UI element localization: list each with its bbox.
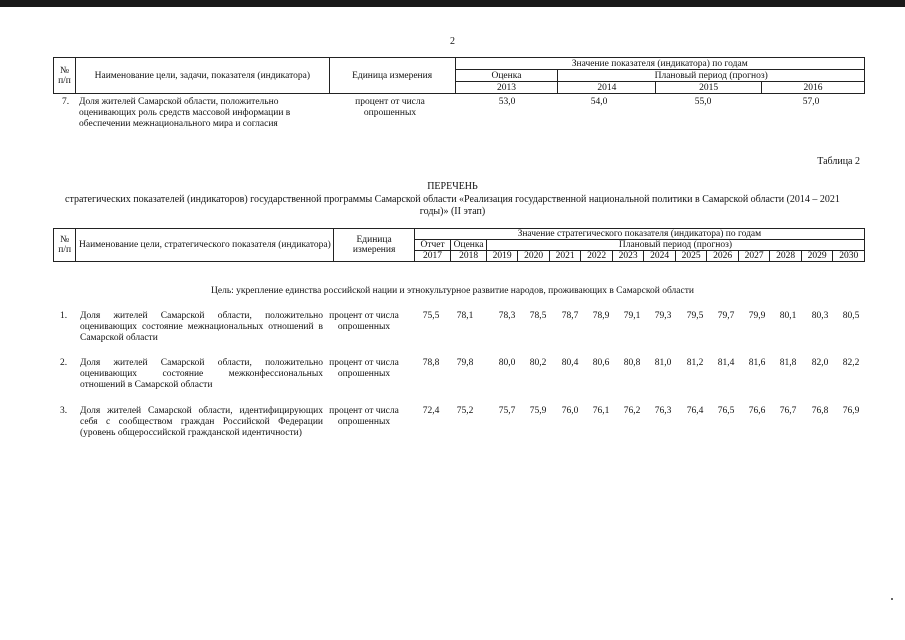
t2-row-value: 79,9	[748, 311, 766, 321]
t2-year-2024: 2024	[644, 251, 676, 262]
t2-row-value: 76,6	[748, 406, 766, 416]
t2-row-unit: процент от числа опрошенных	[329, 406, 399, 427]
t1-year-2013: 2013	[455, 82, 558, 94]
t1-row7-value-2015: 55,0	[694, 97, 712, 107]
t2-year-2020: 2020	[518, 251, 550, 262]
t2-year-2025: 2025	[675, 251, 707, 262]
t2-row-name: Доля жителей Самарской области, положительно оценивающих состояние межнациональных отношений в Самарской области	[80, 311, 323, 343]
list-subtitle: стратегических показателей (индикаторов) государственной программы Самарской области «Реализация государственной национальной политики в Самарской области (2014 – 2021 годы)» (II этап)	[65, 194, 840, 217]
t1-row7-name: Доля жителей Самарской области, положительно оценивающих роль средств массовой информации в обеспечении межнационального мира и согласия	[79, 97, 291, 129]
t2-row-num: 3.	[60, 406, 68, 416]
t2-row-value: 78,8	[422, 358, 440, 368]
t2-row-value: 79,8	[456, 358, 474, 368]
t1-year-2014: 2014	[558, 82, 656, 94]
t2-row-value: 79,7	[717, 311, 735, 321]
t1-row7-value-2016: 57,0	[802, 97, 820, 107]
t2-row-value: 81,0	[654, 358, 672, 368]
t2-row-value: 82,2	[842, 358, 860, 368]
t2-row-value: 78,7	[561, 311, 579, 321]
t2-row-value: 81,2	[686, 358, 704, 368]
t2-row-value: 81,6	[748, 358, 766, 368]
t2-plan-header: Плановый период (прогноз)	[486, 240, 864, 251]
t2-num-header: № п/п	[54, 229, 76, 262]
t1-name-header: Наименование цели, задачи, показателя (индикатора)	[75, 58, 329, 94]
t2-year-2027: 2027	[738, 251, 770, 262]
t2-row-num: 1.	[60, 311, 68, 321]
t1-row7-value-2013: 53,0	[498, 97, 516, 107]
t1-year-2016: 2016	[762, 82, 865, 94]
t2-row-value: 78,5	[529, 311, 547, 321]
page-number: 2	[450, 36, 455, 47]
t2-row-value: 76,1	[592, 406, 610, 416]
t2-row-value: 75,7	[498, 406, 516, 416]
t2-row-value: 78,1	[456, 311, 474, 321]
t2-row-unit: процент от числа опрошенных	[329, 358, 399, 379]
t2-row-name: Доля жителей Самарской области, положительно оценивающих состояние межконфессиональных отношений в Самарской области	[80, 358, 323, 390]
t1-row7-unit: процент от числа опрошенных	[355, 97, 425, 118]
scan-speck	[891, 598, 893, 600]
t2-row-value: 80,6	[592, 358, 610, 368]
t2-row-value: 79,5	[686, 311, 704, 321]
t1-estimate-header: Оценка	[455, 70, 558, 82]
t2-row-value: 80,1	[779, 311, 797, 321]
goal-statement: Цель: укрепление единства российской нации и этнокультурное развитие народов, проживающих в Самарской области	[211, 286, 694, 296]
t2-row-value: 80,0	[498, 358, 516, 368]
t2-year-2022: 2022	[581, 251, 613, 262]
t2-report-header: Отчет	[414, 240, 451, 251]
t2-row-value: 81,8	[779, 358, 797, 368]
t2-year-2029: 2029	[801, 251, 833, 262]
t2-row-value: 76,2	[623, 406, 641, 416]
t1-row7-value-2014: 54,0	[590, 97, 608, 107]
t2-row-value: 80,5	[842, 311, 860, 321]
t2-row-value: 79,1	[623, 311, 641, 321]
t2-year-2030: 2030	[833, 251, 865, 262]
t2-row-value: 76,9	[842, 406, 860, 416]
t2-row-value: 76,0	[561, 406, 579, 416]
t2-row-value: 76,5	[717, 406, 735, 416]
t1-plan-header: Плановый период (прогноз)	[558, 70, 865, 82]
t2-unit-header: Единица измерения	[334, 229, 414, 262]
t2-row-value: 80,3	[811, 311, 829, 321]
t1-values-group-header: Значение показателя (индикатора) по годам	[455, 58, 864, 70]
t2-row-unit: процент от числа опрошенных	[329, 311, 399, 332]
t2-year-report: 2017	[414, 251, 451, 262]
t2-row-value: 80,4	[561, 358, 579, 368]
t2-row-value: 76,3	[654, 406, 672, 416]
t2-name-header: Наименование цели, стратегического показателя (индикатора)	[76, 229, 334, 262]
t2-row-value: 72,4	[422, 406, 440, 416]
t2-row-value: 80,8	[623, 358, 641, 368]
t2-row-value: 75,9	[529, 406, 547, 416]
t2-row-num: 2.	[60, 358, 68, 368]
table2-header	[53, 228, 865, 262]
t2-row-value: 75,5	[422, 311, 440, 321]
t2-row-value: 79,3	[654, 311, 672, 321]
t2-row-name: Доля жителей Самарской области, идентифицирующих себя с сообществом граждан Российской Федерации (уровень общероссийской гражданской идентичности)	[80, 406, 323, 438]
t2-row-value: 80,2	[529, 358, 547, 368]
t2-row-value: 76,8	[811, 406, 829, 416]
t1-num-header: № п/п	[54, 58, 76, 94]
t2-year-2023: 2023	[612, 251, 644, 262]
t2-year-2028: 2028	[770, 251, 802, 262]
t2-row-value: 78,9	[592, 311, 610, 321]
t1-year-2015: 2015	[656, 82, 762, 94]
t2-values-group-header: Значение стратегического показателя (индикатора) по годам	[414, 229, 864, 240]
t2-row-value: 81,4	[717, 358, 735, 368]
t2-row-value: 76,7	[779, 406, 797, 416]
t2-row-value: 78,3	[498, 311, 516, 321]
scan-top-border	[0, 0, 905, 7]
t2-estimate-header: Оценка	[451, 240, 487, 251]
table-label: Таблица 2	[817, 156, 860, 167]
table1-header	[53, 57, 865, 94]
t2-year-2026: 2026	[707, 251, 739, 262]
t1-unit-header: Единица измерения	[329, 58, 455, 94]
t2-year-estimate: 2018	[451, 251, 487, 262]
t2-year-2021: 2021	[549, 251, 581, 262]
list-title: ПЕРЕЧЕНЬ	[427, 181, 478, 192]
t2-row-value: 75,2	[456, 406, 474, 416]
t2-row-value: 76,4	[686, 406, 704, 416]
t1-row7-num: 7.	[62, 97, 70, 107]
t2-row-value: 82,0	[811, 358, 829, 368]
t2-year-2019: 2019	[486, 251, 518, 262]
